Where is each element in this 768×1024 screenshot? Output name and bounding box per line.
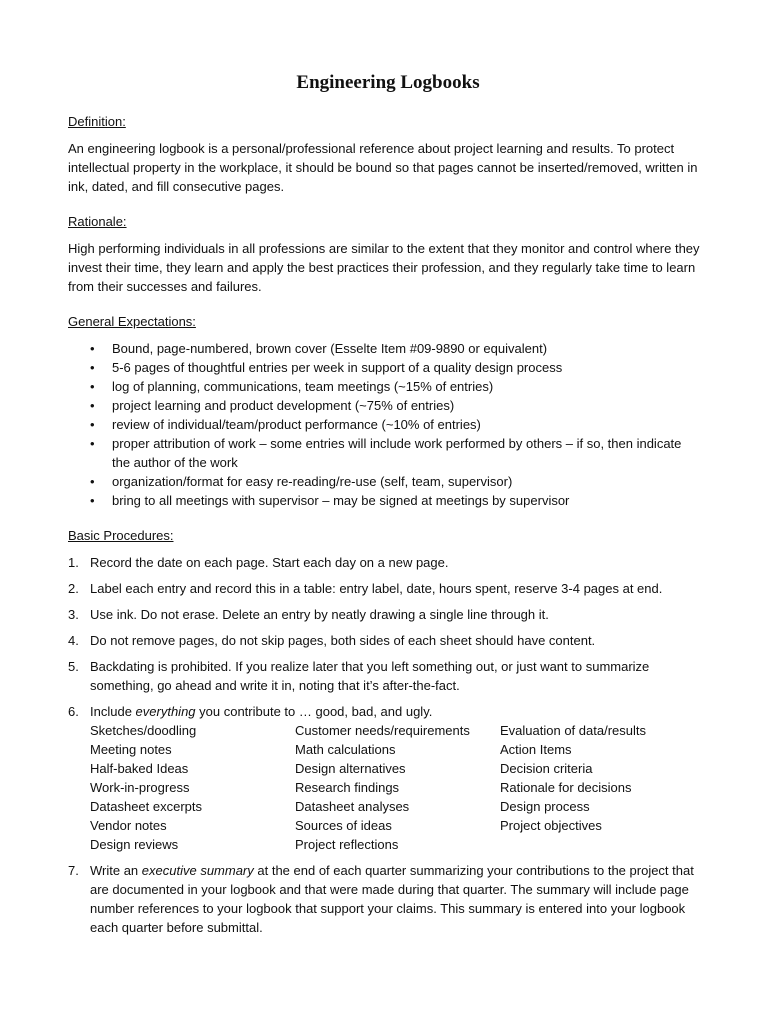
step-text: Backdating is prohibited. If you realize later that you left something out, or just want to summarize something, go ahead and write it in, noting that it’s after-the-fact. <box>90 659 650 693</box>
contribution-item: Vendor notes <box>90 818 167 833</box>
step6-emphasis: everything <box>135 704 196 719</box>
contribution-item: Research findings <box>295 780 400 795</box>
rationale-heading: Rationale: <box>68 214 127 229</box>
contribution-grid <box>90 721 700 854</box>
step6-post: you contribute to … good, bad, and ugly. <box>195 704 433 719</box>
step-number: 2. <box>68 581 79 596</box>
step-number: 1. <box>68 555 79 570</box>
step-text: Use ink. Do not erase. Delete an entry by neatly drawing a single line through it. <box>90 607 549 622</box>
procedure-step <box>68 605 700 624</box>
contribution-item: Datasheet analyses <box>295 799 410 814</box>
expectation-item: • Bound, page-numbered, brown cover (Esselte Item #09-9890 or equivalent) <box>68 339 700 358</box>
contribution-item: Sources of ideas <box>295 818 392 833</box>
procedures-heading: Basic Procedures: <box>68 528 174 543</box>
contribution-item: Rationale for decisions <box>500 780 632 795</box>
contribution-item: Action Items <box>500 742 572 757</box>
step7-post: at the end of each quarter summarizing your contributions to the project that are documented in your logbook and that were made during that quarter. The summary will include page number references to your logbook that support your claims. This summary is entered into your logbook each quarter before submittal. <box>90 863 694 935</box>
contribution-item: Design process <box>500 799 590 814</box>
contribution-item: Decision criteria <box>500 761 593 776</box>
definition-heading: Definition: <box>68 114 126 129</box>
step-text: Record the date on each page. Start each day on a new page. <box>90 555 449 570</box>
contribution-item: Evaluation of data/results <box>500 723 646 738</box>
contribution-item: Meeting notes <box>90 742 172 757</box>
step-number: 4. <box>68 633 79 648</box>
expectations-heading: General Expectations: <box>68 314 196 329</box>
procedure-step <box>68 702 700 854</box>
step-number: 6. <box>68 704 79 719</box>
step7-emphasis: executive summary <box>141 863 254 878</box>
contribution-item: Project reflections <box>295 837 399 852</box>
expectation-item: • bring to all meetings with supervisor – may be signed at meetings by supervisor <box>68 491 700 510</box>
contribution-item: Datasheet excerpts <box>90 799 203 814</box>
procedure-step <box>68 657 700 695</box>
expectation-item: • proper attribution of work – some entries will include work performed by others – if so, then indicate the author of the work <box>68 434 700 472</box>
step6-pre: Include <box>90 704 136 719</box>
contribution-item: Design reviews <box>90 837 179 852</box>
step-text: Label each entry and record this in a table: entry label, date, hours spent, reserve 3-4 pages at end. <box>90 581 663 596</box>
procedures-list <box>68 553 700 937</box>
contribution-empty <box>500 835 680 854</box>
step-number: 5. <box>68 659 79 674</box>
contribution-item: Customer needs/requirements <box>295 723 470 738</box>
contribution-item: Project objectives <box>500 818 602 833</box>
expectation-item: • organization/format for easy re-reading/re-use (self, team, supervisor) <box>68 472 700 491</box>
procedure-step <box>68 579 700 598</box>
step-text: Do not remove pages, do not skip pages, both sides of each sheet should have content. <box>90 633 596 648</box>
contribution-item: Work-in-progress <box>90 780 190 795</box>
expectation-item: • log of planning, communications, team meetings (~15% of entries) <box>68 377 700 396</box>
expectation-item: • 5-6 pages of thoughtful entries per week in support of a quality design process <box>68 358 700 377</box>
step-number: 7. <box>68 863 79 878</box>
contribution-item: Math calculations <box>295 742 396 757</box>
expectation-item: • review of individual/team/product performance (~10% of entries) <box>68 415 700 434</box>
rationale-text: High performing individuals in all professions are similar to the extent that they monitor and control where they invest their time, they learn and apply the best practices their profession, and they regularly take time to learn from their successes and failures. <box>68 241 700 294</box>
expectations-list <box>68 339 700 510</box>
procedure-step <box>68 631 700 650</box>
procedure-step <box>68 861 700 937</box>
contribution-item: Design alternatives <box>295 761 406 776</box>
procedure-step <box>68 553 700 572</box>
step7-pre: Write an <box>90 863 142 878</box>
expectation-item: • project learning and product development (~75% of entries) <box>68 396 700 415</box>
contribution-item: Sketches/doodling <box>90 723 197 738</box>
contribution-item: Half-baked Ideas <box>90 761 189 776</box>
definition-text: An engineering logbook is a personal/professional reference about project learning and results. To protect intellectual property in the workplace, it should be bound so that pages cannot be inserted/removed, written in ink, dated, and fill consecutive pages. <box>68 141 698 194</box>
step-number: 3. <box>68 607 79 622</box>
page-title: Engineering Logbooks <box>296 72 480 93</box>
